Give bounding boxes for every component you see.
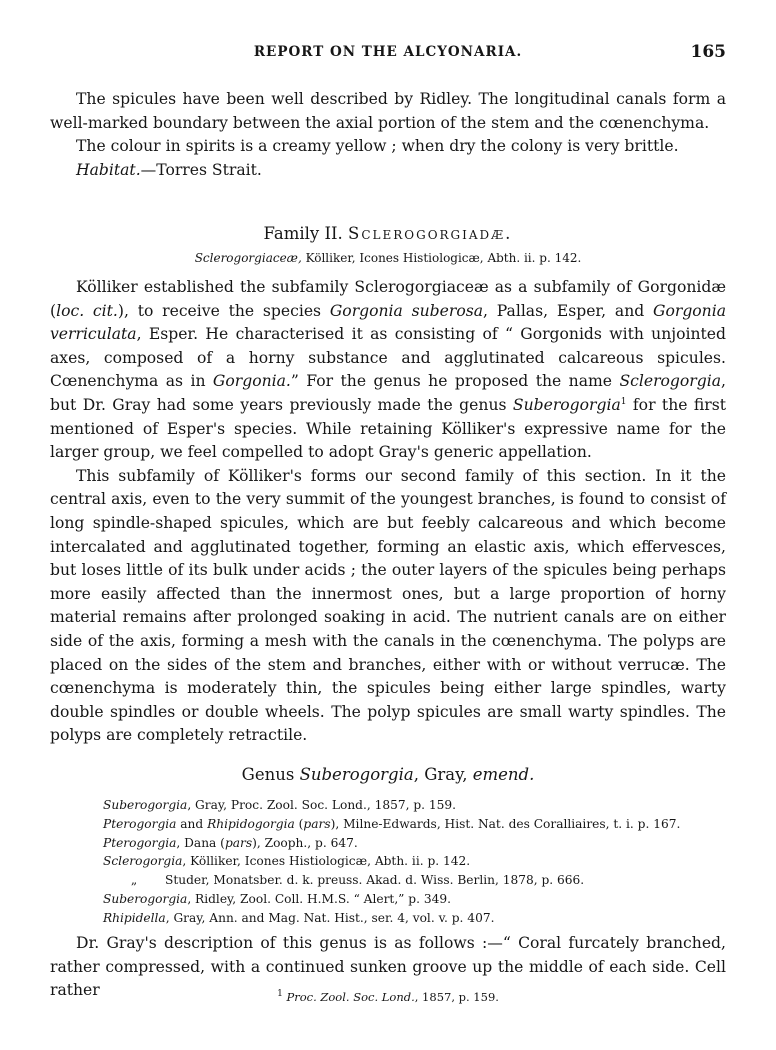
footnote-source: Proc. Zool. Soc. Lond. [286, 990, 415, 1004]
family-prefix: Family II. [263, 224, 343, 243]
synonymy-list [103, 796, 723, 928]
text-run: for the first mentioned of Esper's species. While retaining Kölliker's expressive name for the larger group, we feel compelled to adopt Gray's generic appellation. [50, 395, 726, 462]
family-ref-name: Sclerogorgiaceæ, [194, 251, 302, 265]
species-name: Gorgonia suberosa [329, 301, 484, 320]
habitat-value: —Torres Strait. [140, 160, 262, 179]
genus-author: , Gray, [413, 765, 468, 784]
page-header [50, 44, 726, 66]
synonym-reference: and [176, 816, 208, 831]
family-name: Sclerogorgiadæ. [348, 224, 513, 243]
genus-name: Suberogorgia [512, 395, 621, 414]
synonym-reference: , Ridley, Zool. Coll. H.M.S. “ Alert,” p. 349. [187, 891, 451, 906]
synonym-reference: ), Zooph., p. 647. [252, 835, 358, 850]
synonym-name: Rhipidogorgia [207, 816, 295, 831]
synonym-reference: , Gray, Proc. Zool. Soc. Lond., 1857, p. 159. [187, 798, 457, 812]
footnote-rest: , 1857, p. 159. [414, 990, 499, 1004]
text-run: ), to receive the species [117, 301, 330, 320]
genus-heading [50, 765, 726, 784]
family-heading [50, 224, 726, 243]
genus-name: Suberogorgia [299, 765, 414, 784]
intro-section [50, 88, 726, 182]
family-paragraph-2: This subfamily of Kölliker's forms our second family of this section. In it the central axis, even to the very summit of the youngest branches, is found to consist of long spindle-shaped spicules, which are but feebly calcareous and which become intercalated and agglutinated together, forming an elastic axis, which effervesces, but loses little of its bulk under acids ; the outer layers of the spicules being perhaps more easily affected than the innermost ones, but a large proportion of horny material remains after prolonged soaking in acid. The nutrient canals are on either side of the axis, forming a mesh with the canals in the cœnenchyma. The polyps are placed on the sides of the stem and branches, either with or without verrucæ. The cœnenchyma is moderately thin, the spicules being either large spindles, warty double spindles or double wheels. The polyp spicules are small warty spindles. The polyps are completely retractile. [50, 466, 726, 745]
family-reference [50, 251, 726, 265]
family-paragraph-1 [50, 276, 726, 465]
synonym-name: Suberogorgia [103, 798, 188, 812]
synonym-name: Suberogorgia [103, 891, 188, 906]
synonym-pars: pars [303, 816, 331, 831]
synonymy-item [103, 871, 723, 890]
synonym-name: Rhipidella [103, 910, 166, 925]
synonym-name: Pterogorgia [103, 835, 177, 850]
synonymy-item [103, 815, 723, 834]
text-run: Kölliker established the subfamily Sclerogorgiaceæ as a subfamily of Gorgonidæ ( [50, 278, 726, 320]
synonym-reference: ( [294, 816, 304, 831]
habitat-label: Habitat. [76, 160, 141, 179]
footnote-marker: 1 [620, 396, 627, 407]
synonym-pars: pars [224, 835, 253, 850]
genus-name: Gorgonia. [212, 372, 291, 391]
synonym-name: Sclerogorgia [103, 854, 183, 869]
synonymy-item [103, 909, 723, 928]
genus-name: Sclerogorgia [619, 372, 722, 391]
species-name: Gorgonia verriculata [50, 301, 727, 344]
text-run: , Esper. He characterised it as consisting of “ Gorgonids with unjointed axes, composed of a horny substance and agglutinated calcareous spicules. Cœnenchyma as in [50, 325, 726, 391]
synonym-reference: , Gray, Ann. and Mag. Nat. Hist., ser. 4, vol. v. p. 407. [165, 910, 495, 925]
text-run: , but Dr. Gray had some years previously made the genus [50, 372, 726, 414]
synonym-reference: ), Milne-Edwards, Hist. Nat. des Coralliaires, t. i. p. 167. [330, 816, 681, 831]
text-run-italic: loc. cit. [56, 301, 118, 320]
synonym-reference: , Dana ( [176, 835, 225, 850]
synonym-name: Pterogorgia [103, 816, 177, 831]
text-run: , Pallas, Esper, and [483, 301, 654, 320]
family-ref-rest: Kölliker, Icones Histiologicæ, Abth. ii. p. 142. [305, 251, 582, 265]
page-number: 165 [690, 42, 726, 62]
synonymy-item [103, 796, 723, 815]
footnote-number: 1 [277, 989, 283, 1000]
intro-paragraph-1: The spicules have been well described by Ridley. The longitudinal canals form a well-marked boundary between the axial portion of the stem and the cœnenchyma. [50, 90, 726, 132]
genus-emend: emend. [472, 765, 535, 784]
genus-prefix: Genus [241, 765, 295, 784]
intro-paragraph-2: The colour in spirits is a creamy yellow ; when dry the colony is very brittle. [76, 137, 679, 156]
synonymy-item [103, 852, 723, 871]
running-title: REPORT ON THE ALCYONARIA. [253, 44, 523, 60]
ditto-mark: „ [130, 873, 138, 888]
family-description [50, 276, 726, 748]
habitat-line [50, 159, 726, 183]
synonym-reference: Studer, Monatsber. d. k. preuss. Akad. d. Wiss. Berlin, 1878, p. 666. [165, 873, 585, 888]
footnote [0, 990, 776, 1004]
text-run: ” For the genus he proposed the name [290, 372, 620, 391]
synonymy-item [103, 834, 723, 853]
description-paragraph: Dr. Gray's description of this genus is as follows :—“ Coral furcately branched, rather compressed, with a continued sunken groove up the middle of each side. Cell rather [50, 934, 726, 1000]
synonym-reference: , Kölliker, Icones Histiologicæ, Abth. ii. p. 142. [182, 854, 471, 869]
synonymy-item [103, 890, 723, 909]
